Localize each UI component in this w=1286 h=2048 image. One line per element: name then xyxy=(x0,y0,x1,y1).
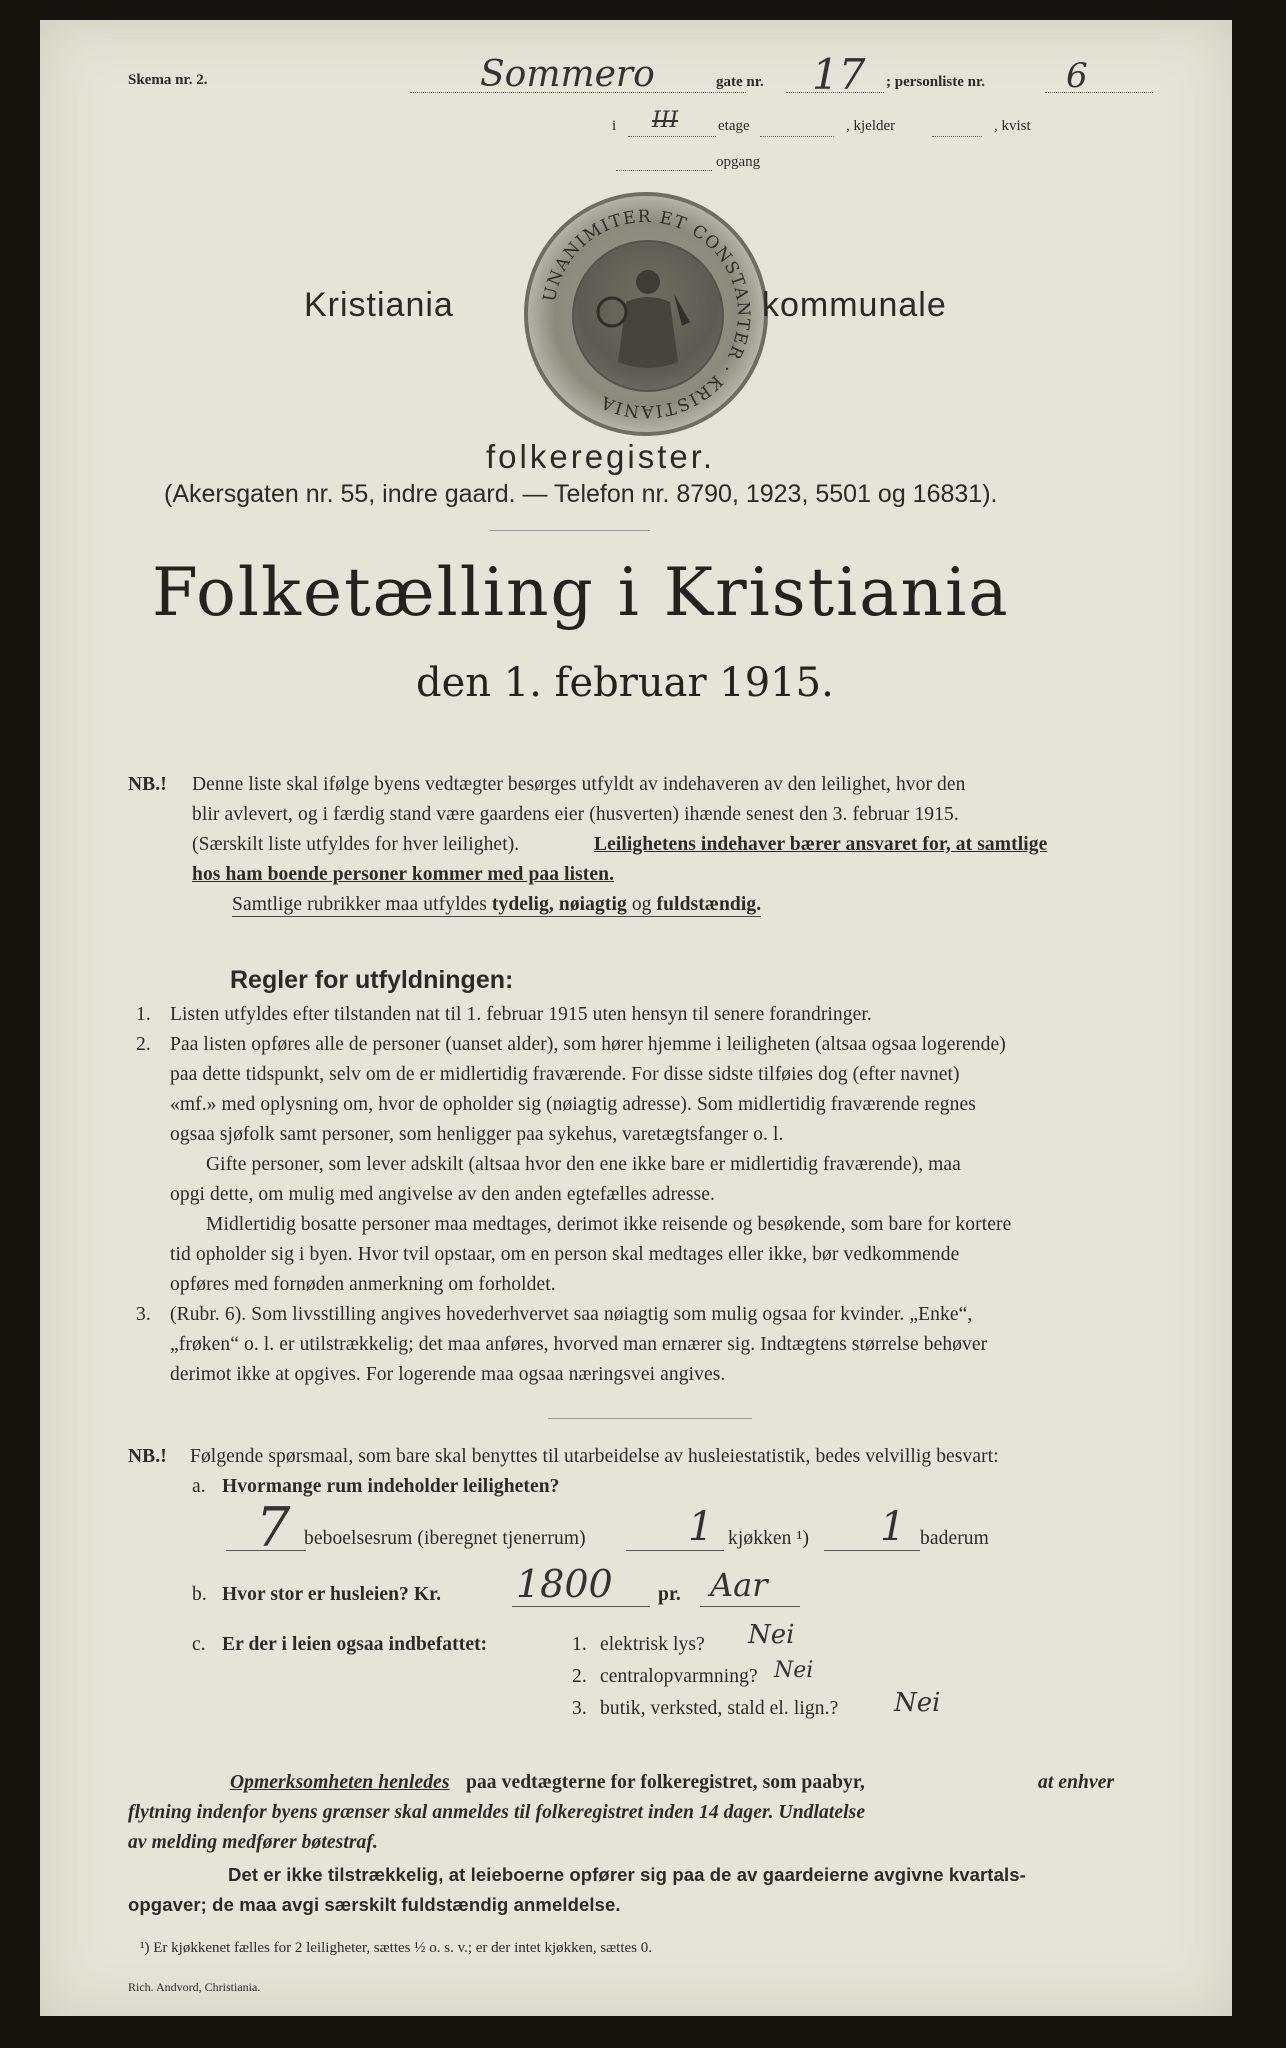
nb2-intro: Følgende spørsmaal, som bare skal benyttes til utarbeidelse av husleiestatistik, bedes velvillig besvart: xyxy=(190,1446,999,1467)
rule-2-line-7: Midlertidig bosatte personer maa medtages, derimot ikke reisende og besøkende, som bare for kortere xyxy=(206,1214,1012,1235)
nb-line-5d: fuldstændig. xyxy=(656,894,762,915)
nb-line-5a: Samtlige rubrikker maa utfyldes xyxy=(232,894,487,915)
rooms-handwritten: 7 xyxy=(256,1496,291,1559)
c1-label: elektrisk lys? xyxy=(600,1634,705,1655)
bath-handwritten: 1 xyxy=(880,1504,906,1550)
rule-3-number: 3. xyxy=(136,1304,151,1325)
skema-number: Skema nr. 2. xyxy=(128,72,208,88)
question-b: Hvor stor er husleien? Kr. xyxy=(222,1584,442,1605)
divider xyxy=(548,1418,752,1419)
street-handwritten: Sommero xyxy=(480,54,655,95)
kjelder-line xyxy=(760,136,834,137)
notice-line-1b: paa vedtægterne for folkeregistret, som paabyr, xyxy=(466,1772,865,1793)
rule-2-number: 2. xyxy=(136,1034,151,1055)
rent-handwritten: 1800 xyxy=(516,1562,613,1606)
rule-2-line-4: ogsaa sjøfolk samt personer, som henligger paa sykehus, varetægtsfanger o. l. xyxy=(170,1124,784,1145)
notice-line-1c: at enhver xyxy=(1038,1772,1115,1793)
notice-line-3: av melding medfører bøtestraf. xyxy=(128,1832,378,1853)
nb-line-1: Denne liste skal ifølge byens vedtægter besørges utfyldt av indehaveren av den leilighet, hvor den xyxy=(192,774,966,795)
c3-handwritten: Nei xyxy=(894,1688,941,1718)
c1-number: 1. xyxy=(572,1634,587,1655)
kvist-label: , kvist xyxy=(994,118,1031,134)
masthead-right: kommunale xyxy=(762,286,947,324)
seal-figure-icon xyxy=(572,240,724,392)
rule-3-line-2: „frøken“ o. l. er utilstrækkelig; det maa anføres, hvorved man ernærer sig. Indtægtens størrelse behøver xyxy=(170,1334,988,1355)
rule-2-line-3: «mf.» med oplysning om, hvor de opholder sig (nøiagtig adresse). Som midlertidig fraværende regnes xyxy=(170,1094,976,1115)
question-c: Er der i leien ogsaa indbefattet: xyxy=(222,1634,488,1655)
nb-line-2: blir avlevert, og i færdig stand være gaardens eier (husverten) ihænde senest den 3. februar 1915. xyxy=(192,804,959,825)
rule-2-line-1: Paa listen opføres alle de personer (uanset alder), som hører hjemme i leiligheten (altsaa ogsaa logerende) xyxy=(170,1034,1006,1055)
city-seal xyxy=(524,192,768,436)
i-label: i xyxy=(612,118,617,134)
nb-line-5c: og xyxy=(631,894,652,915)
nb-line-5b: tydelig, nøiagtig xyxy=(491,894,627,915)
c2-label: centralopvarmning? xyxy=(600,1666,758,1687)
rule-3-line-1: (Rubr. 6). Som livsstilling angives hovederhvervet saa nøiagtig som mulig ogsaa for kvinder. „Enke“, xyxy=(170,1304,973,1325)
opgang-line xyxy=(616,170,712,171)
etage-handwritten: III xyxy=(652,108,679,133)
kitchen-handwritten: 1 xyxy=(688,1504,714,1550)
gate-nr-label: gate nr. xyxy=(716,74,764,90)
personliste-handwritten: 6 xyxy=(1066,56,1088,96)
rule-2-line-6: opgi dette, om mulig med angivelse av den anden egtefælles adresse. xyxy=(170,1184,715,1205)
notice-line-5: opgaver; de maa avgi særskilt fuldstændig anmeldelse. xyxy=(128,1894,621,1915)
rule-2-line-9: opføres med fornøden anmerkning om forholdet. xyxy=(170,1274,556,1295)
etage-line xyxy=(628,136,716,137)
question-a-label: a. xyxy=(192,1476,206,1497)
printer-credit: Rich. Andvord, Christiania. xyxy=(128,1980,261,1994)
opgang-label: opgang xyxy=(716,154,761,170)
question-a: Hvormange rum indeholder leiligheten? xyxy=(222,1476,560,1497)
rules-heading: Regler for utfyldningen: xyxy=(230,966,514,994)
per-line xyxy=(700,1606,800,1607)
bath-line xyxy=(824,1550,920,1551)
notice-line-1a: Opmerksomheten henledes xyxy=(230,1772,450,1793)
page-date: den 1. februar 1915. xyxy=(416,660,834,706)
footnote: ¹) Er kjøkkenet fælles for 2 leiligheter, sættes ½ o. s. v.; er der intet kjøkken, sættes 0. xyxy=(140,1940,652,1956)
rent-line xyxy=(512,1606,650,1607)
rule-2-line-2: paa dette tidspunkt, selv om de er midlertidig fraværende. For disse sidste tilføies dog (efter navnet) xyxy=(170,1064,960,1085)
kvist-line xyxy=(932,136,982,137)
per-label: pr. xyxy=(658,1584,681,1605)
kitchen-label: kjøkken ¹) xyxy=(728,1528,810,1549)
divider xyxy=(490,530,650,531)
rule-3-line-3: derimot ikke at opgives. For logerende maa ogsaa næringsvei angives. xyxy=(170,1364,726,1385)
question-b-label: b. xyxy=(192,1584,207,1605)
gate-nr-handwritten: 17 xyxy=(812,50,866,99)
seal-text: UNANIMITER ET CONSTANTER · KRISTIANIA xyxy=(539,206,754,422)
c3-number: 3. xyxy=(572,1698,587,1719)
rule-2-line-8: tid opholder sig i byen. Hvor tvil opstaar, om en person skal medtages eller ikke, bør vedkommende xyxy=(170,1244,960,1265)
nb-label: NB.! xyxy=(128,774,167,795)
masthead-left: Kristiania xyxy=(304,286,454,324)
personliste-label: ; personliste nr. xyxy=(886,74,986,90)
bath-label: baderum xyxy=(920,1528,989,1549)
per-handwritten: Aar xyxy=(710,1566,768,1604)
personliste-line xyxy=(1045,92,1153,93)
rule-1: Listen utfyldes efter tilstanden nat til 1. februar 1915 uten hensyn til senere forandringer. xyxy=(170,1004,872,1025)
c1-handwritten: Nei xyxy=(748,1620,795,1650)
kitchen-line xyxy=(626,1550,724,1551)
nb2-label: NB.! xyxy=(128,1446,167,1467)
census-form-page xyxy=(40,20,1232,2016)
page-title: Folketælling i Kristiania xyxy=(152,554,1010,631)
nb-line-5 xyxy=(232,894,761,917)
nb-line-3a: (Særskilt liste utfyldes for hver leilighet). xyxy=(192,834,520,855)
notice-line-4: Det er ikke tilstrækkelig, at leieboerne opfører sig paa de av gaardeierne avgivne kvartals- xyxy=(228,1864,1026,1885)
rule-1-number: 1. xyxy=(136,1004,151,1025)
kjelder-label: , kjelder xyxy=(846,118,896,134)
nb-line-3b: Leilighetens indehaver bærer ansvaret for, at samtlige xyxy=(594,834,1048,855)
rooms-label: beboelsesrum (iberegnet tjenerrum) xyxy=(304,1528,586,1549)
folkeregister-label: folkeregister. xyxy=(486,438,716,475)
c2-number: 2. xyxy=(572,1666,587,1687)
c2-handwritten: Nei xyxy=(774,1658,814,1683)
nb-line-4: hos ham boende personer kommer med paa listen. xyxy=(192,864,615,885)
notice-line-2: flytning indenfor byens grænser skal anmeldes til folkeregistret inden 14 dager. Undlatelse xyxy=(128,1802,866,1823)
question-c-label: c. xyxy=(192,1634,206,1655)
c3-label: butik, verksted, stald el. lign.? xyxy=(600,1698,839,1719)
address-line: (Akersgaten nr. 55, indre gaard. — Telefon nr. 8790, 1923, 5501 og 16831). xyxy=(164,480,998,508)
rule-2-line-5: Gifte personer, som lever adskilt (altsaa hvor den ene ikke bare er midlertidig fraværende), maa xyxy=(206,1154,961,1175)
etage-label: etage xyxy=(718,118,750,134)
